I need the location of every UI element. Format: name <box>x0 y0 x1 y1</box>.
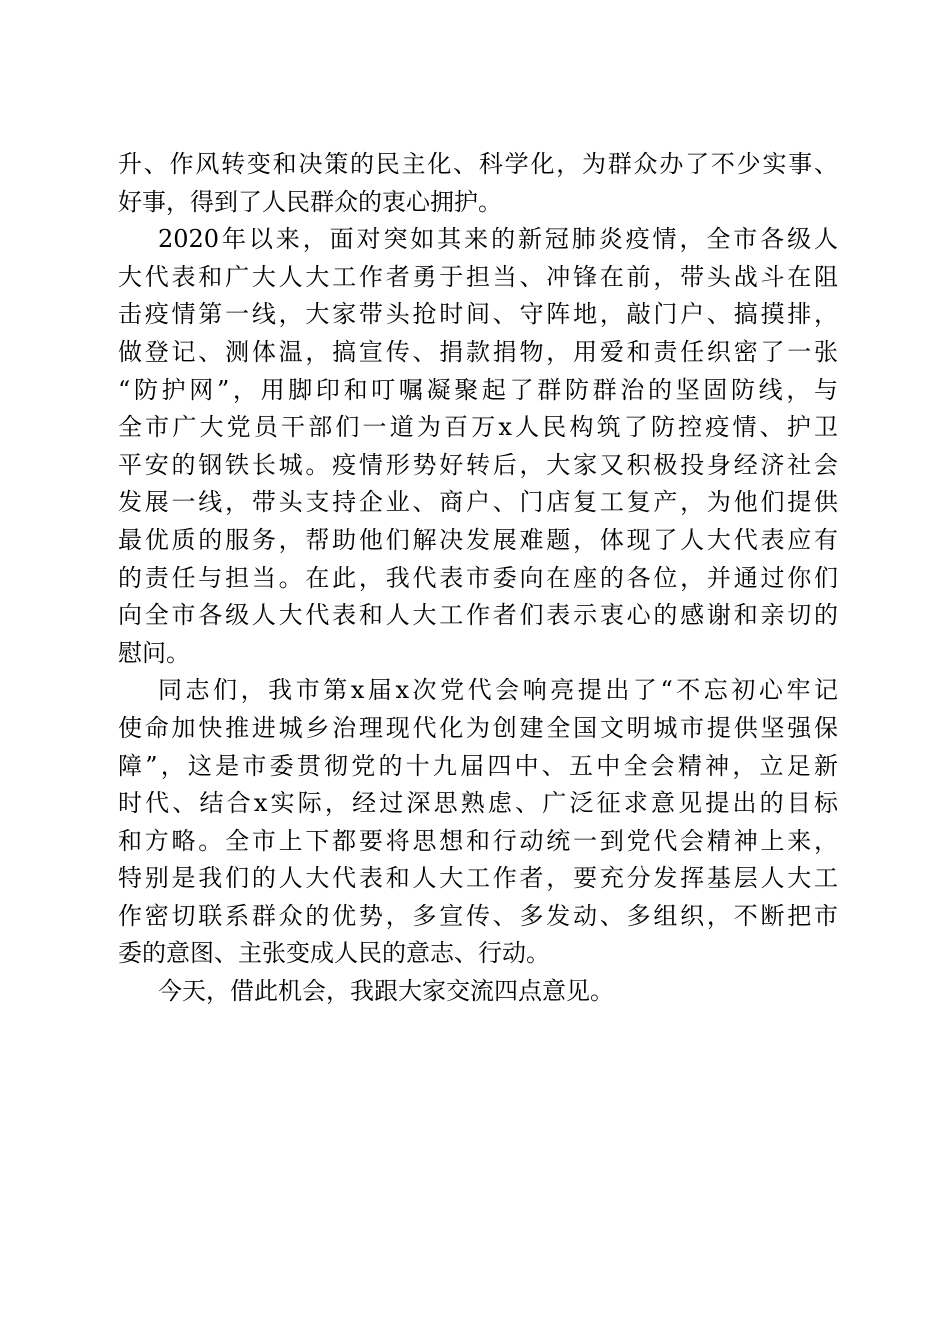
text-line: 平安的钢铁长城。疫情形势好转后，大家又积极投身经济社会 <box>118 450 838 479</box>
text-line: 特别是我们的人大代表和人大工作者，要充分发挥基层人大工 <box>118 864 838 893</box>
text-line: 向全市各级人大代表和人大工作者们表示衷心的感谢和亲切的 <box>118 601 838 630</box>
text-line: 升、作风转变和决策的民主化、科学化，为群众办了不少实事、 <box>118 150 838 178</box>
text-line: 大代表和广大人大工作者勇于担当、冲锋在前，带头战斗在阻 <box>118 262 838 291</box>
paragraph-start-line: 2020年以来，面对突如其来的新冠肺炎疫情，全市各级人 <box>158 225 838 254</box>
text-line: 好事，得到了人民群众的衷心拥护。 <box>118 187 502 216</box>
text-line: 发展一线，带头支持企业、商户、门店复工复产，为他们提供 <box>118 488 838 517</box>
paragraph-start-line: 今天，借此机会，我跟大家交流四点意见。 <box>158 977 614 1006</box>
text-line: 的责任与担当。在此，我代表市委向在座的各位，并通过你们 <box>118 563 838 592</box>
text-line: 慰问。 <box>118 638 190 667</box>
text-line: 使命加快推进城乡治理现代化为创建全国文明城市提供坚强保 <box>118 713 838 742</box>
text-line: 时代、结合x实际，经过深思熟虑、广泛征求意见提出的目标 <box>118 789 838 818</box>
text-line: 全市广大党员干部们一道为百万x人民构筑了防控疫情、护卫 <box>118 413 838 442</box>
paragraph-start-line: 同志们，我市第x届x次党代会响亮提出了“不忘初心牢记 <box>158 676 838 705</box>
text-line: 和方略。全市上下都要将思想和行动统一到党代会精神上来， <box>118 826 838 855</box>
text-line: 最优质的服务，帮助他们解决发展难题，体现了人大代表应有 <box>118 525 838 554</box>
document-body <box>118 146 838 1011</box>
text-line: 做登记、测体温，搞宣传、捐款捐物，用爱和责任织密了一张 <box>118 337 838 366</box>
text-line: 委的意图、主张变成人民的意志、行动。 <box>118 939 550 968</box>
text-line: 作密切联系群众的优势，多宣传、多发动、多组织，不断把市 <box>118 901 838 930</box>
text-line: 击疫情第一线，大家带头抢时间、守阵地，敲门户、搞摸排， <box>118 300 838 329</box>
text-line: 障”，这是市委贯彻党的十九届四中、五中全会精神，立足新 <box>118 751 838 780</box>
text-line: “防护网”，用脚印和叮嘱凝聚起了群防群治的坚固防线，与 <box>118 375 838 404</box>
